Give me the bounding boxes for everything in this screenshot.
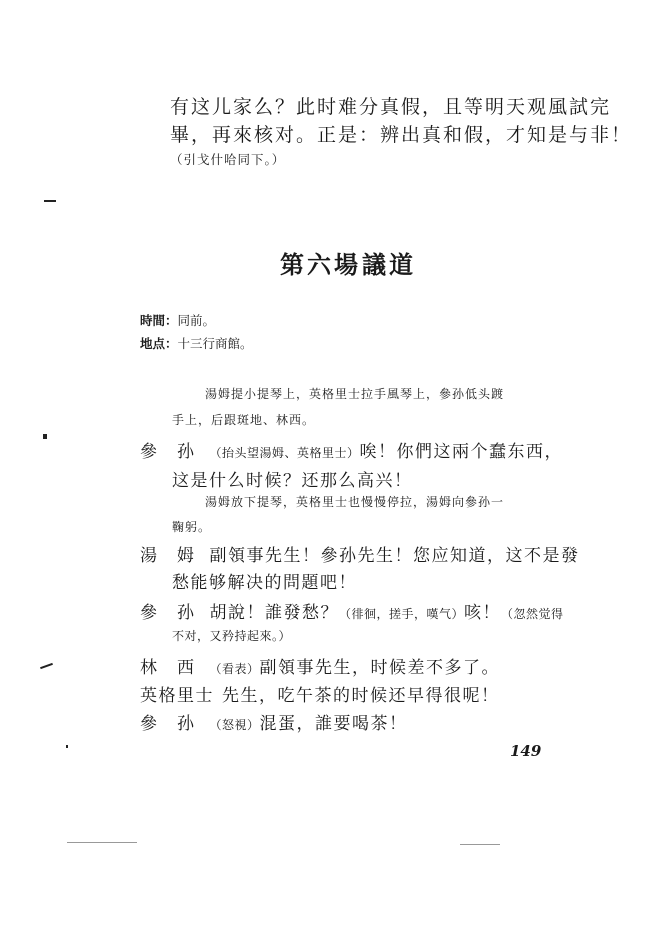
dialogue-samson-3 xyxy=(140,709,408,734)
dialogue-samson-2 xyxy=(140,598,564,623)
time-value: 同前。 xyxy=(177,313,216,328)
scan-mark xyxy=(460,844,500,845)
scene-number: 第六場 xyxy=(280,250,361,279)
dialogue-text: 混蛋，誰要喝茶！ xyxy=(259,714,408,734)
dialogue-linxi xyxy=(140,653,500,678)
time-line xyxy=(140,311,215,329)
dialogue-tom xyxy=(140,541,580,566)
speaker-name: 參 孙 xyxy=(140,714,196,734)
dialogue-text: 唉！你們这兩个蠢东西， xyxy=(359,442,564,462)
speaker-name: 參 孙 xyxy=(140,603,196,623)
speaker-name: 湯 姆 xyxy=(140,546,196,566)
exit-direction: （引戈什哈同下。） xyxy=(170,152,286,167)
stage-direction: （徘徊，搓手，嘆气） xyxy=(339,607,465,621)
speaker-name: 英格里士 xyxy=(140,686,214,706)
stage-direction: （抬头望湯姆、英格里士） xyxy=(209,446,360,460)
stage-direction-1-line-1: 湯姆提小提琴上，英格里士拉手風琴上，參孙低头踱 xyxy=(205,387,505,401)
dialogue-samson-1 xyxy=(140,437,563,462)
place-line xyxy=(140,334,253,352)
verse-line-2: 畢，再來核对。正是：辨出真和假，才知是与非！ xyxy=(170,124,633,146)
dialogue-english xyxy=(140,681,500,706)
dialogue-text: 先生，吃午茶的时候还早得很呢！ xyxy=(222,686,500,706)
scan-mark xyxy=(66,745,68,748)
scan-mark xyxy=(44,200,56,202)
stage-direction: （怒視） xyxy=(209,718,260,732)
speaker-name: 林 西 xyxy=(140,658,196,678)
dialogue-text: 咳！ xyxy=(464,603,502,623)
stage-direction: （忽然觉得 xyxy=(501,607,564,621)
dialogue-text: 胡說！誰發愁？ xyxy=(209,603,339,623)
scene-title: 議道 xyxy=(362,250,416,279)
stage-direction-1-line-2: 手上，后跟斑地、林西。 xyxy=(172,413,316,427)
time-label: 時間： xyxy=(140,313,178,328)
place-label: 地点： xyxy=(140,336,178,351)
dialogue-tom-cont: 愁能够解决的問題吧！ xyxy=(172,573,357,593)
stage-direction-2-line-1: 湯姆放下提琴，英格里士也慢慢停拉，湯姆向參孙一 xyxy=(205,495,505,509)
scan-mark xyxy=(40,663,53,669)
scan-mark xyxy=(67,842,137,843)
speaker-name: 參 孙 xyxy=(140,442,196,462)
page-number: 149 xyxy=(510,742,542,760)
place-value: 十三行商館。 xyxy=(177,336,253,351)
scan-mark xyxy=(43,434,47,439)
stage-direction: （看表） xyxy=(209,662,260,676)
stage-direction-2-line-2: 鞠躬。 xyxy=(172,520,212,534)
dialogue-text: 副領事先生，时候差不多了。 xyxy=(259,658,501,678)
dialogue-samson-1-cont: 这是什么时候？还那么高兴！ xyxy=(172,471,413,491)
verse-line-1: 有这儿家么？此时难分真假，且等明天观風試完 xyxy=(170,96,612,118)
dialogue-samson-2-cont: 不对，又矜持起來。） xyxy=(172,629,292,643)
dialogue-text: 副領事先生！參孙先生！您应知道，这不是發 xyxy=(209,546,580,566)
